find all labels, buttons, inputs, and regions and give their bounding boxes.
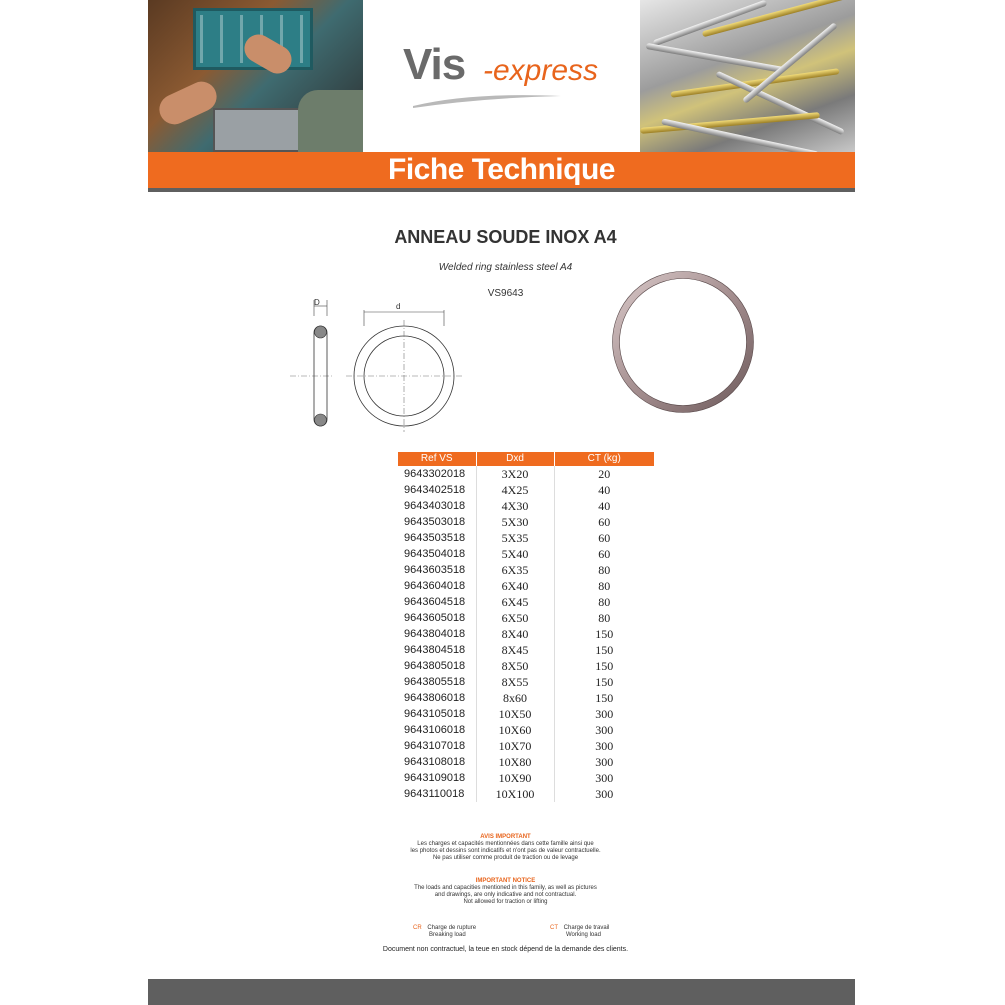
cell-dxd: 10X100 bbox=[476, 786, 554, 802]
cell-ct: 300 bbox=[595, 771, 614, 785]
cell-ref: 9643805518 bbox=[404, 676, 466, 688]
cell-dxd: 5X30 bbox=[476, 514, 554, 530]
section-bottom-mark bbox=[315, 414, 327, 426]
cell-dxd: 6X45 bbox=[476, 594, 554, 610]
cell-dxd: 3X20 bbox=[476, 466, 554, 482]
cell-ref: 9643402518 bbox=[404, 484, 466, 496]
col-header-ref: Ref VS bbox=[398, 452, 476, 466]
product-subtitle: Welded ring stainless steel A4 bbox=[438, 262, 573, 273]
cell-ct: 150 bbox=[595, 675, 614, 689]
cell-ref: 9643107018 bbox=[404, 740, 466, 752]
cell-dxd: 10X50 bbox=[476, 706, 554, 722]
col-header-ct: CT (kg) bbox=[554, 452, 654, 466]
table-row bbox=[398, 466, 654, 482]
cell-dxd: 6X35 bbox=[476, 562, 554, 578]
footer-bar bbox=[148, 979, 855, 1005]
cell-ct: 60 bbox=[598, 515, 611, 529]
legend-cr-abbr: CR bbox=[413, 925, 422, 931]
section-top-mark bbox=[315, 326, 327, 338]
table-row bbox=[398, 562, 654, 578]
table-row bbox=[398, 786, 654, 802]
notice-en-line2: and drawings, are only indicative and not contractual. bbox=[434, 892, 577, 898]
notice-en-line3: Not allowed for traction or lifting bbox=[463, 899, 548, 905]
specifications-table bbox=[398, 452, 654, 802]
cell-ct: 80 bbox=[598, 579, 611, 593]
table-row bbox=[398, 770, 654, 786]
table-row bbox=[398, 594, 654, 610]
table-row bbox=[398, 610, 654, 626]
cell-ref: 9643109018 bbox=[404, 772, 466, 784]
cell-dxd: 10X70 bbox=[476, 738, 554, 754]
cell-ct: 20 bbox=[598, 467, 611, 481]
cell-ct: 40 bbox=[598, 483, 611, 497]
screws-photo bbox=[640, 0, 855, 152]
cell-ct: 150 bbox=[595, 691, 614, 705]
banner bbox=[148, 152, 855, 188]
cell-dxd: 8x60 bbox=[476, 690, 554, 706]
table-row bbox=[398, 514, 654, 530]
table-row bbox=[398, 530, 654, 546]
banner-title: Fiche Technique bbox=[388, 153, 615, 186]
cell-dxd: 6X40 bbox=[476, 578, 554, 594]
table-body bbox=[398, 466, 654, 802]
cell-ct: 300 bbox=[595, 723, 614, 737]
cell-ref: 9643503518 bbox=[404, 532, 466, 544]
table-row bbox=[398, 498, 654, 514]
cell-dxd: 8X55 bbox=[476, 674, 554, 690]
cell-ref: 9643503018 bbox=[404, 516, 466, 528]
notice-en-line1: The loads and capacities mentioned in this family, as well as pictures bbox=[414, 885, 597, 891]
cell-ref: 9643504018 bbox=[404, 548, 466, 560]
cell-ref: 9643106018 bbox=[404, 724, 466, 736]
cell-ct: 300 bbox=[595, 787, 614, 801]
banner-underline bbox=[148, 188, 855, 192]
cell-dxd: 10X60 bbox=[476, 722, 554, 738]
cell-ct: 80 bbox=[598, 563, 611, 577]
legend-cr bbox=[413, 925, 476, 939]
document-disclaimer: Document non contractuel, la teue en stock dépend de la demande des clients. bbox=[382, 946, 629, 953]
notice-fr-line2: les photos et dessins sont indicatifs et n'ont pas de valeur contractuelle. bbox=[410, 848, 601, 854]
table-row bbox=[398, 706, 654, 722]
vis-express-logo bbox=[403, 40, 603, 120]
table-row bbox=[398, 722, 654, 738]
cell-ref: 9643805018 bbox=[404, 660, 466, 672]
product-reference: VS9643 bbox=[487, 288, 524, 299]
table-row bbox=[398, 658, 654, 674]
notice-english bbox=[148, 878, 863, 906]
notice-fr-line3: Ne pas utiliser comme produit de traction ou de levage bbox=[432, 855, 579, 861]
cell-dxd: 6X50 bbox=[476, 610, 554, 626]
cell-ref: 9643302018 bbox=[404, 468, 466, 480]
notice-en-title: IMPORTANT NOTICE bbox=[475, 878, 536, 884]
diameter-D-label: D bbox=[314, 298, 320, 307]
cell-ct: 300 bbox=[595, 755, 614, 769]
logo-main-text: Vis bbox=[403, 40, 466, 89]
col-header-dxd: Dxd bbox=[476, 452, 554, 466]
cell-ref: 9643603518 bbox=[404, 564, 466, 576]
notice-fr-title: AVIS IMPORTANT bbox=[480, 834, 531, 840]
cell-ref: 9643105018 bbox=[404, 708, 466, 720]
legend-ct bbox=[550, 925, 609, 939]
cell-ct: 80 bbox=[598, 595, 611, 609]
cell-dxd: 10X80 bbox=[476, 754, 554, 770]
notice-fr-line1: Les charges et capacités mentionnées dans cette famille ainsi que bbox=[417, 841, 594, 847]
table-row bbox=[398, 642, 654, 658]
cell-ref: 9643804518 bbox=[404, 644, 466, 656]
workshop-photo bbox=[148, 0, 363, 152]
cell-ct: 150 bbox=[595, 627, 614, 641]
cell-ref: 9643108018 bbox=[404, 756, 466, 768]
table-row bbox=[398, 690, 654, 706]
legend-ct-fr: Charge de travail bbox=[563, 925, 610, 931]
cell-ref: 9643604018 bbox=[404, 580, 466, 592]
cell-ref: 9643804018 bbox=[404, 628, 466, 640]
table-row bbox=[398, 674, 654, 690]
legend-ct-en: Working load bbox=[566, 932, 601, 938]
cell-dxd: 10X90 bbox=[476, 770, 554, 786]
cell-ct: 80 bbox=[598, 611, 611, 625]
legend-cr-fr: Charge de rupture bbox=[427, 925, 477, 931]
cell-ct: 150 bbox=[595, 643, 614, 657]
notice-french bbox=[148, 834, 863, 862]
legend-ct-abbr: CT bbox=[550, 925, 558, 931]
cell-ref: 9643806018 bbox=[404, 692, 466, 704]
table-row bbox=[398, 738, 654, 754]
cell-dxd: 5X40 bbox=[476, 546, 554, 562]
ring-photo bbox=[603, 262, 763, 422]
table-row bbox=[398, 626, 654, 642]
table-row bbox=[398, 578, 654, 594]
cell-dxd: 4X25 bbox=[476, 482, 554, 498]
cell-dxd: 4X30 bbox=[476, 498, 554, 514]
cell-ct: 150 bbox=[595, 659, 614, 673]
cell-ct: 60 bbox=[598, 531, 611, 545]
technical-drawing bbox=[284, 296, 484, 436]
table-row bbox=[398, 754, 654, 770]
cell-ct: 300 bbox=[595, 707, 614, 721]
logo-swoosh-icon bbox=[411, 90, 571, 110]
table-row bbox=[398, 482, 654, 498]
product-title: ANNEAU SOUDE INOX A4 bbox=[394, 227, 617, 247]
cell-dxd: 5X35 bbox=[476, 530, 554, 546]
cell-ref: 9643605018 bbox=[404, 612, 466, 624]
cell-ct: 60 bbox=[598, 547, 611, 561]
cell-ct: 40 bbox=[598, 499, 611, 513]
cell-ref: 9643110018 bbox=[404, 788, 465, 800]
logo-sub-text: -express bbox=[483, 54, 599, 87]
cell-ref: 9643403018 bbox=[404, 500, 466, 512]
cell-dxd: 8X50 bbox=[476, 658, 554, 674]
technical-sheet bbox=[148, 0, 855, 1005]
diameter-d-label: d bbox=[396, 302, 401, 311]
table-header-row bbox=[398, 452, 654, 466]
cell-dxd: 8X40 bbox=[476, 626, 554, 642]
header bbox=[148, 0, 855, 152]
cell-ct: 300 bbox=[595, 739, 614, 753]
cell-dxd: 8X45 bbox=[476, 642, 554, 658]
cell-ref: 9643604518 bbox=[404, 596, 466, 608]
table-row bbox=[398, 546, 654, 562]
legend-cr-en: Breaking load bbox=[429, 932, 466, 938]
